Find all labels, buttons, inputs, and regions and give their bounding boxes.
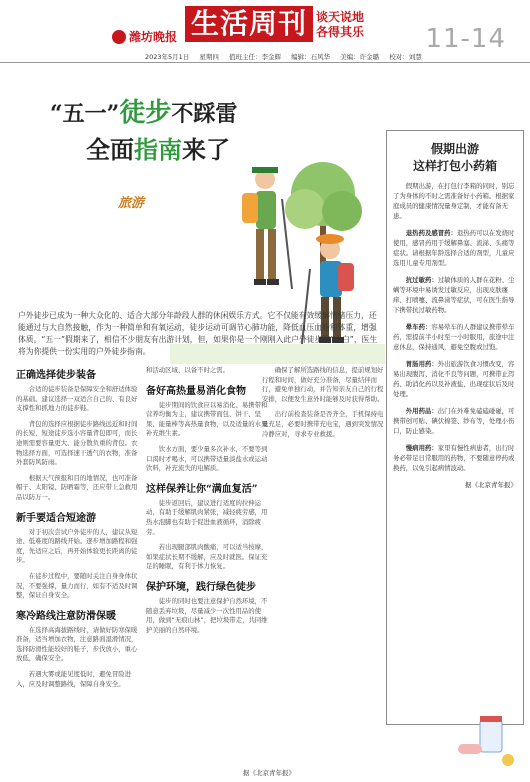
hero-title2-post: 来了 <box>182 135 230 164</box>
section-heading: 保护环境，践行绿色徒步 <box>146 581 256 593</box>
sidebar-item <box>393 322 517 352</box>
meta-date: 2023年5月1日 <box>145 53 190 61</box>
paragraph: 对于初次尝试户外徒步的人，建议从短途、低难度的路线开始。逐步增加路程和强度，先适应之后，再开始体验更长距离的徒步。 <box>16 527 138 565</box>
sidebar-item <box>393 228 517 268</box>
sidebar-item-name: 慢病用药： <box>405 444 438 452</box>
slogan-line-2: 各得其乐 <box>316 25 365 39</box>
logo-text: 潍坊晚报 <box>129 30 178 44</box>
article-column-1 <box>16 366 140 695</box>
section-heading: 这样保养让你“满血复活” <box>146 483 258 495</box>
section-heading: 新手要适合短途游 <box>16 512 96 524</box>
sidebar-title <box>393 141 517 175</box>
hiker-left-icon <box>242 167 292 289</box>
sidebar-item-name: 退热药及感冒药： <box>405 229 457 237</box>
capsule-icon <box>458 744 482 754</box>
tablet-icon <box>502 754 514 766</box>
section-heading: 正确选择徒步装备 <box>16 370 96 381</box>
sidebar-item <box>393 406 517 436</box>
paragraph: 徒步期间的饮食应以易消化、易携带和营养均衡为主，建议携带面包、饼干、坚果、能量棒等高热量食物，以及适量的水果补充维生素。 <box>146 400 268 438</box>
sidebar-item-text: 容易晕车的人群建议携带晕车药，需提前半小时至一小时服用，旅途中注意休息，保持通风，避免空腹或过饱。 <box>393 323 515 351</box>
paragraph: 若遇大雾或能见度低时，避免冒险进入，应及时调整路线，保障自身安全。 <box>16 670 132 688</box>
paragraph: 根据天气预报和目的地情况，也可准备帽子、太阳镜、防晒霜等，还应带上急救用品以防万一。 <box>16 473 138 501</box>
sidebar-item-name: 晕车药： <box>405 323 432 331</box>
hero-section <box>0 64 388 364</box>
pills-illustration <box>450 710 525 770</box>
newspaper-logo <box>112 28 177 45</box>
sidebar-item-name: 外用药品： <box>405 407 438 415</box>
paragraph: 在徒步过程中，要随时关注自身身体状况，不要强撑，量力而行，如有不适及时调整，保证自身安全。 <box>16 571 138 600</box>
section-heading: 寒冷路线注意防滑保暖 <box>16 610 116 622</box>
article-column-3 <box>262 366 386 445</box>
hero-title1-highlight: 徒步 <box>119 98 172 128</box>
meta-line <box>145 52 430 61</box>
footer-source: 据《北京青年报》 <box>243 769 295 777</box>
hero-intro: 户外徒步已成为一种大众化的、适合大部分年龄段人群的休闲娱乐方式。它不仅能有效缓解情绪压力，还能通过与大自然接触，作为一种简单和有氧运动，徒步运动可调节心肺功能，降低血压血脂和体重，增强体质。“五一”假期来了，相信不少朋友有出游计划，但，如果你是一个刚刚入此户外徒步的“小白”，医生将为你提供一份实用的户外徒步指南。 <box>18 311 378 356</box>
sidebar-title-line-1: 假期出游 <box>430 142 479 156</box>
sidebar-item-name: 胃肠用药： <box>405 360 438 368</box>
sidebar-item-text: 过敏体质的人群在花粉、尘螨等环境中易诱发过敏反应，出现皮肤瘙痒、打喷嚏、流鼻涕等症状，可在医生指导下携带抗过敏药物。 <box>393 276 515 314</box>
sidebar-item <box>393 443 517 473</box>
hero-title1-post: 不踩雷 <box>171 101 238 127</box>
section-heading: 备好高热量易消化食物 <box>146 385 246 397</box>
paragraph: 在选择高海拔路线时，请做好防寒保暖准备，适当增加衣物，注意路面湿滑情况，选择防滑性能较好的鞋子，步伐放小，重心放低，确保安全。 <box>16 625 138 663</box>
sidebar-source: 据《北京青年报》 <box>465 481 517 489</box>
pill-bottle-icon <box>480 720 502 752</box>
logo-icon <box>112 30 126 44</box>
masthead <box>0 0 530 62</box>
sidebar-item <box>393 275 517 315</box>
meta-designer: 美编：许金璐 <box>340 53 380 61</box>
sidebar-item-text: 外出旅游饮食习惯改变，容易出现腹泻、消化不良等问题，可携带止泻药、助消化药以及补液盐，出现症状后及时处理。 <box>393 360 515 398</box>
slogan-line-1: 谈天说地 <box>316 10 365 24</box>
section-title: 生活周刊 <box>185 6 313 42</box>
sidebar-item-text: 家里有慢性病患者，出行时务必带足日常服用的药物，不要随意停药或换药，以免引起病情波动。 <box>393 444 515 472</box>
paragraph: 合适的徒步装备是保障安全和舒适体验的基础。建议选择一双适合自己的、有良好支撑性和抓地力的徒步鞋。 <box>16 385 138 413</box>
paragraph: 出行前检查装备是否齐全，手机保持电量充足，必要时携带充电宝，遇到突发情况冷静应对，寻求专业救援。 <box>262 410 384 438</box>
hero-tag: 旅游 <box>118 196 145 211</box>
paragraph: 徒步返回后，建议进行适度的拉伸运动，有助于缓解肌肉紧张，减轻疲劳感，用热水泡脚也有助于促进血液循环，消除疲劳。 <box>146 498 268 536</box>
sidebar-box <box>386 130 524 725</box>
paragraph: 背包的选择应根据徒步路线远近和时间的长短，短途徒步选小容量背包即可，而长途则需要容量更大、能分散负重的背包。衣物选择方面，可选择速干透气的衣物，准备外套防风防雨。 <box>16 419 138 467</box>
sidebar-item-text: 出门在外难免磕磕碰碰，可携带创可贴、碘伏棉签、纱布等，处理小伤口，防止感染。 <box>393 407 515 435</box>
paragraph: 若出现腿部肌肉酸痛，可以适当按摩，如果症状长期不缓解，应及时就医。保证充足的睡眠，有利于体力恢复。 <box>146 543 268 571</box>
meta-proofreader: 校对：刘慧 <box>389 53 422 61</box>
hero-title-line-1 <box>50 92 237 129</box>
meta-editor-chief: 值班主任：李金辉 <box>228 53 281 61</box>
paragraph: 确保了解所选路线的信息，提前规划好行程和时间，做好充分准备，尽量结伴而行，避免单独行动，并告知亲友自己的行程安排，以便发生意外时能够及时获得帮助。 <box>262 366 384 403</box>
hero-title1-pre: “五一” <box>50 101 120 127</box>
paragraph: 徒步的同时也要注意保护自然环境，不随意丢弃垃圾，尽量减少一次性用品的使用，做到“无痕山林”，把垃圾带走，共同维护美丽的自然环境。 <box>146 596 268 634</box>
sidebar-item-name: 抗过敏药： <box>405 276 438 284</box>
hero-title2-highlight: 指南 <box>134 135 182 164</box>
meta-editor: 编辑：石风华 <box>291 53 331 61</box>
sidebar-item-text: 退热药可以在发烧时使用，感冒药用于缓解鼻塞、流涕、头痛等症状。请根据年龄选择合适的剂型，儿童应选用儿童专用剂型。 <box>393 229 515 267</box>
header-rule <box>0 62 530 63</box>
article-column-2 <box>146 366 270 641</box>
sidebar-item <box>393 359 517 399</box>
sidebar-title-line-2: 这样打包小药箱 <box>412 159 497 173</box>
hero-title2-pre: 全面 <box>86 135 134 164</box>
meta-weekday: 星期四 <box>199 53 219 61</box>
page-range: 11-14 <box>425 24 506 54</box>
sidebar-intro: 假期出游，在打包行李箱的同时，别忘了为身体的不时之需准备好小药箱。根据家庭成员的健康情况量身定制，才能有备无患。 <box>393 182 515 220</box>
slogan <box>316 10 364 40</box>
paragraph: 饮水方面，要少量多次补水，不要等到口渴时才喝水，可以携带适量淡盐水或运动饮料，补充流失的电解质。 <box>146 444 268 473</box>
paragraph: 和活动区域，以备不时之需。 <box>146 366 230 374</box>
